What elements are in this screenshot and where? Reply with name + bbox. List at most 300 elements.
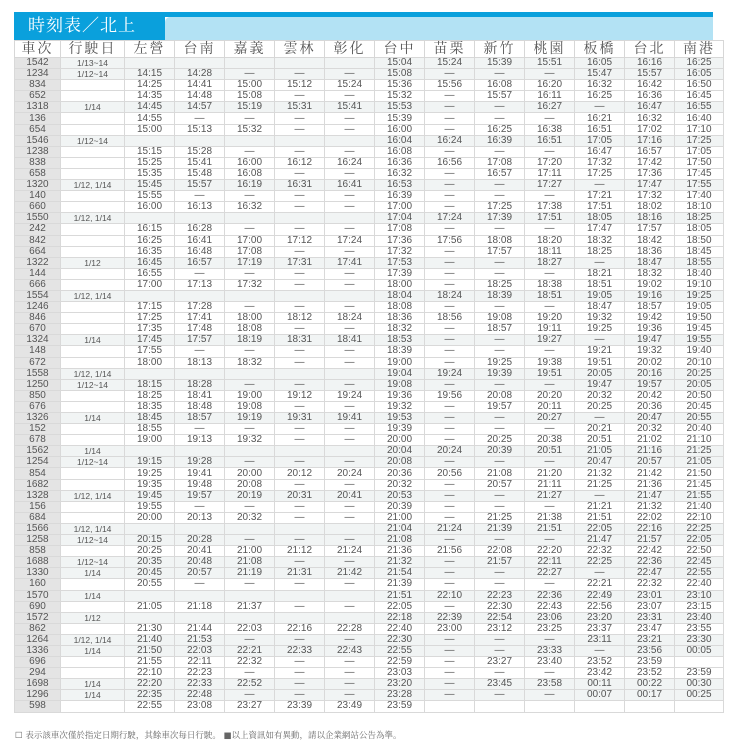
departure-time: 19:39 xyxy=(475,368,525,379)
train-number: 862 xyxy=(15,623,61,634)
departure-time: 16:51 xyxy=(575,124,625,135)
departure-time: 21:32 xyxy=(575,468,625,479)
departure-time: 16:00 xyxy=(375,124,425,135)
departure-time: 16:00 xyxy=(125,202,175,213)
service-days xyxy=(61,357,125,368)
service-days xyxy=(61,146,125,157)
departure-time: 17:00 xyxy=(225,235,275,246)
departure-time: 18:48 xyxy=(175,401,225,412)
departure-time xyxy=(575,701,625,712)
departure-time: 15:19 xyxy=(225,102,275,113)
departure-time: 21:50 xyxy=(125,645,175,656)
table-row xyxy=(15,58,724,69)
train-number: 834 xyxy=(15,80,61,91)
departure-time: — xyxy=(425,501,475,512)
departure-time: 23:27 xyxy=(475,657,525,668)
departure-time: 17:27 xyxy=(525,180,575,191)
table-row xyxy=(15,191,724,202)
departure-time: — xyxy=(425,357,475,368)
departure-time: 17:20 xyxy=(525,157,575,168)
departure-time: 21:25 xyxy=(575,479,625,490)
departure-time xyxy=(125,590,175,601)
departure-time: — xyxy=(225,668,275,679)
departure-time: 16:47 xyxy=(575,146,625,157)
departure-time xyxy=(625,701,675,712)
departure-time: — xyxy=(225,634,275,645)
departure-time: — xyxy=(225,69,275,80)
departure-time: 23:37 xyxy=(575,623,625,634)
departure-time: — xyxy=(525,346,575,357)
departure-time: 19:51 xyxy=(575,357,625,368)
departure-time: 23:27 xyxy=(225,701,275,712)
train-number: 160 xyxy=(15,579,61,590)
departure-time: 19:38 xyxy=(525,357,575,368)
departure-time: — xyxy=(325,601,375,612)
departure-time: 22:40 xyxy=(675,579,724,590)
departure-time: 20:57 xyxy=(175,568,225,579)
departure-time: 14:57 xyxy=(175,102,225,113)
departure-time: 17:08 xyxy=(225,246,275,257)
departure-time: 17:38 xyxy=(525,202,575,213)
departure-time xyxy=(125,213,175,224)
departure-time: 18:05 xyxy=(575,213,625,224)
departure-time: — xyxy=(325,124,375,135)
departure-time: 19:05 xyxy=(675,302,724,313)
title-bar xyxy=(14,12,713,40)
departure-time: 23:59 xyxy=(675,668,724,679)
departure-time: 14:28 xyxy=(175,69,225,80)
departure-time xyxy=(525,701,575,712)
departure-time: 15:15 xyxy=(125,146,175,157)
departure-time: — xyxy=(275,346,325,357)
departure-time: 17:39 xyxy=(375,268,425,279)
table-row xyxy=(15,113,724,124)
departure-time: 20:39 xyxy=(375,501,425,512)
departure-time: — xyxy=(325,268,375,279)
departure-time: — xyxy=(475,379,525,390)
col-header-hsinchu: 新竹 xyxy=(475,41,525,58)
departure-time: 17:19 xyxy=(225,257,275,268)
departure-time: — xyxy=(325,479,375,490)
departure-time: 16:24 xyxy=(425,135,475,146)
departure-time xyxy=(225,590,275,601)
departure-time: 15:00 xyxy=(225,80,275,91)
departure-time: 16:53 xyxy=(375,180,425,191)
departure-time: 14:41 xyxy=(175,80,225,91)
service-days: 1/14 xyxy=(61,590,125,601)
departure-time xyxy=(125,523,175,534)
departure-time: 23:00 xyxy=(425,623,475,634)
service-days: 1/14 xyxy=(61,690,125,701)
departure-time: 16:42 xyxy=(625,80,675,91)
departure-time: 16:45 xyxy=(125,257,175,268)
departure-time: — xyxy=(225,224,275,235)
service-days xyxy=(61,668,125,679)
departure-time: 16:56 xyxy=(425,157,475,168)
departure-time: 22:11 xyxy=(525,557,575,568)
service-days xyxy=(61,268,125,279)
departure-time: — xyxy=(525,668,575,679)
departure-time: 16:28 xyxy=(175,224,225,235)
departure-time: 17:21 xyxy=(575,191,625,202)
train-number: 1566 xyxy=(15,523,61,534)
train-number: 140 xyxy=(15,191,61,202)
departure-time: 23:49 xyxy=(325,701,375,712)
departure-time xyxy=(225,612,275,623)
departure-time: 17:11 xyxy=(525,168,575,179)
service-days xyxy=(61,601,125,612)
departure-time: 19:56 xyxy=(425,390,475,401)
departure-time: 19:10 xyxy=(675,279,724,290)
departure-time: 23:55 xyxy=(675,623,724,634)
departure-time: 21:00 xyxy=(375,512,425,523)
departure-time xyxy=(275,368,325,379)
departure-time: 22:42 xyxy=(625,546,675,557)
table-row xyxy=(15,246,724,257)
table-row xyxy=(15,279,724,290)
departure-time: 17:32 xyxy=(575,157,625,168)
table-row xyxy=(15,268,724,279)
departure-time: 19:39 xyxy=(375,424,425,435)
departure-time: 22:32 xyxy=(575,546,625,557)
departure-time: 22:28 xyxy=(325,623,375,634)
service-days xyxy=(61,191,125,202)
departure-time: — xyxy=(175,346,225,357)
departure-time: 21:42 xyxy=(625,468,675,479)
departure-time: 16:00 xyxy=(225,157,275,168)
train-number: 1296 xyxy=(15,690,61,701)
departure-time: 20:27 xyxy=(525,413,575,424)
departure-time: 18:15 xyxy=(125,379,175,390)
departure-time: 22:05 xyxy=(375,601,425,612)
table-row xyxy=(15,413,724,424)
departure-time: 15:56 xyxy=(425,80,475,91)
departure-time: 17:35 xyxy=(125,324,175,335)
departure-time xyxy=(125,290,175,301)
departure-time: 18:25 xyxy=(675,213,724,224)
service-days: 1/14 xyxy=(61,335,125,346)
departure-time: 19:00 xyxy=(375,357,425,368)
departure-time: 21:04 xyxy=(375,523,425,534)
service-days xyxy=(61,157,125,168)
departure-time: 20:32 xyxy=(375,479,425,490)
departure-time: — xyxy=(275,124,325,135)
table-row xyxy=(15,202,724,213)
train-number: 696 xyxy=(15,657,61,668)
departure-time: 21:05 xyxy=(125,601,175,612)
departure-time: 22:30 xyxy=(475,601,525,612)
departure-time: 22:56 xyxy=(575,601,625,612)
table-row xyxy=(15,546,724,557)
departure-time: — xyxy=(275,146,325,157)
departure-time xyxy=(175,213,225,224)
departure-time: 14:35 xyxy=(125,91,175,102)
departure-time: — xyxy=(475,224,525,235)
departure-time: 16:57 xyxy=(175,257,225,268)
departure-time: 21:39 xyxy=(375,579,425,590)
departure-time: 17:04 xyxy=(375,213,425,224)
departure-time: — xyxy=(425,634,475,645)
train-number: 1570 xyxy=(15,590,61,601)
departure-time: 16:25 xyxy=(575,91,625,102)
service-days xyxy=(61,623,125,634)
departure-time xyxy=(125,135,175,146)
departure-time: 16:19 xyxy=(225,180,275,191)
departure-time: 17:00 xyxy=(375,202,425,213)
departure-time: 17:25 xyxy=(675,135,724,146)
departure-time: 19:41 xyxy=(175,468,225,479)
departure-time: 19:15 xyxy=(125,457,175,468)
departure-time: 21:50 xyxy=(675,468,724,479)
departure-time: 21:57 xyxy=(475,557,525,568)
col-header-service-days: 行駛日 xyxy=(61,41,125,58)
departure-time: — xyxy=(425,335,475,346)
departure-time: 15:24 xyxy=(325,80,375,91)
departure-time: 19:31 xyxy=(275,413,325,424)
train-number: 1324 xyxy=(15,335,61,346)
departure-time: 22:10 xyxy=(425,590,475,601)
table-row xyxy=(15,424,724,435)
departure-time: 22:25 xyxy=(675,523,724,534)
departure-time: 19:20 xyxy=(525,313,575,324)
departure-time: — xyxy=(425,479,475,490)
departure-time: 22:16 xyxy=(625,523,675,534)
departure-time: — xyxy=(425,413,475,424)
table-row xyxy=(15,302,724,313)
departure-time: 14:45 xyxy=(125,102,175,113)
departure-time: — xyxy=(275,657,325,668)
departure-time: 17:08 xyxy=(375,224,425,235)
departure-time: 16:25 xyxy=(475,124,525,135)
title-band xyxy=(165,17,713,40)
departure-time: 23:15 xyxy=(675,601,724,612)
timetable-body xyxy=(15,58,724,713)
departure-time: 18:02 xyxy=(625,202,675,213)
departure-time: 19:55 xyxy=(675,335,724,346)
departure-time: 19:57 xyxy=(175,490,225,501)
departure-time: — xyxy=(525,457,575,468)
departure-time: 17:24 xyxy=(425,213,475,224)
departure-time: 20:25 xyxy=(675,368,724,379)
departure-time: 21:18 xyxy=(175,601,225,612)
table-row xyxy=(15,568,724,579)
departure-time: — xyxy=(275,501,325,512)
departure-time: 16:51 xyxy=(525,135,575,146)
departure-time: — xyxy=(275,224,325,235)
departure-time: 15:08 xyxy=(375,69,425,80)
train-number: 666 xyxy=(15,279,61,290)
departure-time: 19:47 xyxy=(575,379,625,390)
departure-time: 23:59 xyxy=(375,701,425,712)
train-number: 664 xyxy=(15,246,61,257)
departure-time: — xyxy=(475,568,525,579)
table-row xyxy=(15,135,724,146)
departure-time: 19:55 xyxy=(125,501,175,512)
departure-time: 20:21 xyxy=(575,424,625,435)
departure-time: 22:32 xyxy=(625,579,675,590)
departure-time: 21:32 xyxy=(625,501,675,512)
departure-time: — xyxy=(475,579,525,590)
departure-time: 17:05 xyxy=(575,135,625,146)
departure-time: 21:36 xyxy=(375,546,425,557)
departure-time: 20:50 xyxy=(675,390,724,401)
departure-time: 19:21 xyxy=(575,346,625,357)
departure-time: 16:47 xyxy=(625,102,675,113)
departure-time: — xyxy=(475,102,525,113)
departure-time: 22:45 xyxy=(675,557,724,568)
departure-time: 18:16 xyxy=(625,213,675,224)
departure-time xyxy=(175,612,225,623)
departure-time: 18:42 xyxy=(625,235,675,246)
departure-time: 18:21 xyxy=(575,268,625,279)
departure-time: 17:13 xyxy=(175,279,225,290)
departure-time: — xyxy=(325,224,375,235)
departure-time: 15:35 xyxy=(125,168,175,179)
departure-time: 22:05 xyxy=(575,523,625,534)
departure-time: — xyxy=(425,124,475,135)
table-row xyxy=(15,590,724,601)
departure-time: 21:54 xyxy=(375,568,425,579)
departure-time: 22:52 xyxy=(225,679,275,690)
departure-time: — xyxy=(275,168,325,179)
departure-time: — xyxy=(575,490,625,501)
departure-time: 17:51 xyxy=(575,202,625,213)
departure-time: 19:00 xyxy=(125,435,175,446)
departure-time: 19:42 xyxy=(625,313,675,324)
departure-time: 23:47 xyxy=(625,623,675,634)
departure-time: 23:31 xyxy=(625,612,675,623)
departure-time: 18:35 xyxy=(125,401,175,412)
departure-time: — xyxy=(475,645,525,656)
departure-time: 18:20 xyxy=(525,235,575,246)
departure-time: 19:28 xyxy=(175,457,225,468)
train-number: 1234 xyxy=(15,69,61,80)
train-number: 1542 xyxy=(15,58,61,69)
departure-time: 00:22 xyxy=(625,679,675,690)
page-title: 時刻表／北上 xyxy=(14,12,165,40)
departure-time: 21:00 xyxy=(225,546,275,557)
departure-time: — xyxy=(425,324,475,335)
departure-time: 18:00 xyxy=(225,313,275,324)
departure-time: — xyxy=(275,457,325,468)
departure-time: 20:32 xyxy=(625,424,675,435)
departure-time: 22:30 xyxy=(375,634,425,645)
departure-time: — xyxy=(275,512,325,523)
departure-time: — xyxy=(275,324,325,335)
departure-time: 19:47 xyxy=(625,335,675,346)
departure-time: — xyxy=(525,113,575,124)
table-row xyxy=(15,435,724,446)
departure-time: 23:03 xyxy=(375,668,425,679)
departure-time: 20:57 xyxy=(625,457,675,468)
table-row xyxy=(15,102,724,113)
table-row xyxy=(15,80,724,91)
departure-time: 17:50 xyxy=(675,157,724,168)
train-number: 1572 xyxy=(15,612,61,623)
departure-time xyxy=(275,446,325,457)
departure-time: — xyxy=(575,645,625,656)
table-row xyxy=(15,579,724,590)
departure-time: 23:28 xyxy=(375,690,425,701)
departure-time: 20:53 xyxy=(375,490,425,501)
departure-time: — xyxy=(525,224,575,235)
table-row xyxy=(15,601,724,612)
departure-time: 22:36 xyxy=(625,557,675,568)
departure-time: 16:41 xyxy=(175,235,225,246)
train-number: 152 xyxy=(15,424,61,435)
departure-time: — xyxy=(425,113,475,124)
table-row xyxy=(15,290,724,301)
col-header-chiayi: 嘉義 xyxy=(225,41,275,58)
departure-time: 22:55 xyxy=(675,568,724,579)
departure-time: 23:10 xyxy=(675,590,724,601)
table-row xyxy=(15,235,724,246)
departure-time: 15:24 xyxy=(425,58,475,69)
departure-time: — xyxy=(425,679,475,690)
departure-time: 19:57 xyxy=(625,379,675,390)
departure-time: — xyxy=(225,302,275,313)
departure-time: — xyxy=(525,302,575,313)
departure-time: 17:39 xyxy=(475,213,525,224)
departure-time: 18:55 xyxy=(675,257,724,268)
departure-time: 19:16 xyxy=(625,290,675,301)
service-days xyxy=(61,279,125,290)
departure-time xyxy=(425,701,475,712)
departure-time: 20:47 xyxy=(575,457,625,468)
departure-time: — xyxy=(325,69,375,80)
departure-time: 19:11 xyxy=(525,324,575,335)
table-row xyxy=(15,657,724,668)
departure-time: 22:55 xyxy=(375,645,425,656)
departure-time: — xyxy=(425,279,475,290)
departure-time: 19:27 xyxy=(525,335,575,346)
train-number: 654 xyxy=(15,124,61,135)
departure-time: 19:19 xyxy=(225,413,275,424)
departure-time: 20:25 xyxy=(125,546,175,557)
train-number: 684 xyxy=(15,512,61,523)
departure-time: 20:32 xyxy=(575,390,625,401)
departure-time: 16:32 xyxy=(575,80,625,91)
departure-time: 20:13 xyxy=(175,512,225,523)
departure-time: — xyxy=(475,346,525,357)
departure-time: 18:47 xyxy=(575,302,625,313)
table-row xyxy=(15,91,724,102)
train-number: 1562 xyxy=(15,446,61,457)
departure-time: 15:31 xyxy=(275,102,325,113)
departure-time: 16:27 xyxy=(525,102,575,113)
departure-time: 16:45 xyxy=(675,91,724,102)
departure-time: — xyxy=(425,257,475,268)
service-days xyxy=(61,124,125,135)
departure-time: 16:48 xyxy=(175,246,225,257)
departure-time: 19:45 xyxy=(675,324,724,335)
departure-time: 16:39 xyxy=(475,135,525,146)
table-row xyxy=(15,468,724,479)
departure-time: 22:02 xyxy=(625,512,675,523)
departure-time: — xyxy=(275,69,325,80)
departure-time: 19:25 xyxy=(575,324,625,335)
departure-time: — xyxy=(425,668,475,679)
departure-time: — xyxy=(425,168,475,179)
departure-time: 18:51 xyxy=(525,290,575,301)
train-number: 690 xyxy=(15,601,61,612)
departure-time: — xyxy=(325,302,375,313)
departure-time: 21:47 xyxy=(575,535,625,546)
departure-time: 19:51 xyxy=(525,368,575,379)
departure-time: 18:32 xyxy=(625,268,675,279)
departure-time: 21:12 xyxy=(275,546,325,557)
departure-time: — xyxy=(525,191,575,202)
